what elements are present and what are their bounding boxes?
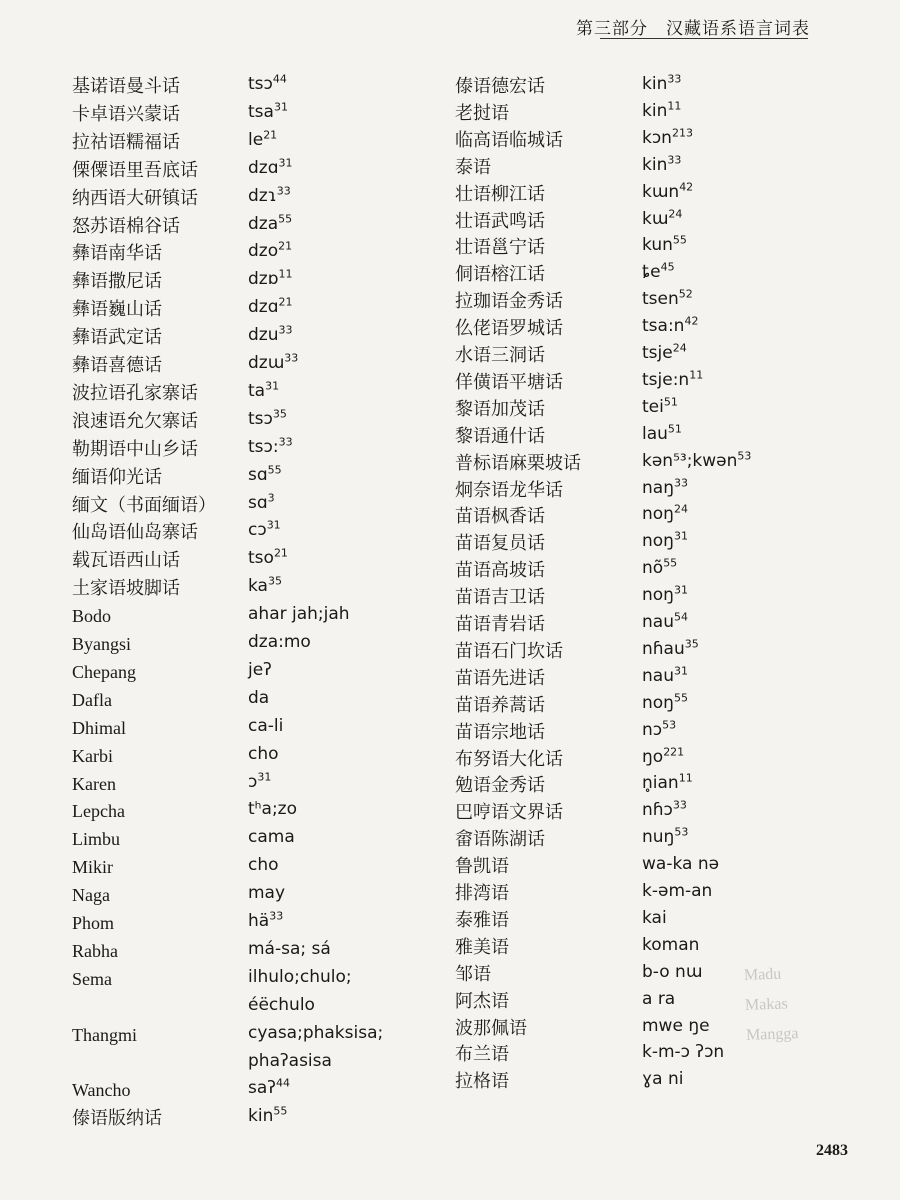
word-form-base: dza:mo	[248, 632, 311, 652]
word-form	[642, 962, 702, 982]
word-form-base: tsɔ	[248, 74, 273, 94]
language-name: 苗语先进话	[455, 667, 545, 688]
word-form	[248, 883, 285, 903]
word-form-base: noŋ	[642, 504, 674, 525]
language-name: 老挝语	[455, 102, 509, 123]
word-form	[248, 939, 331, 959]
word-form	[248, 604, 350, 624]
word-form-base: lau	[642, 423, 668, 444]
word-form-base: phaʔasisa	[248, 1050, 332, 1071]
word-form	[642, 74, 681, 94]
word-form	[248, 269, 293, 289]
language-name: 仙岛语仙岛寨话	[72, 522, 198, 543]
word-form	[248, 855, 279, 875]
tone-superscript: 31	[673, 583, 688, 597]
tone-superscript: 53	[662, 717, 677, 731]
language-name: Limbu	[72, 829, 120, 850]
tone-superscript: 31	[257, 769, 272, 783]
word-form	[248, 130, 277, 150]
word-form-base: kɯ	[642, 208, 669, 229]
word-form	[642, 343, 687, 363]
language-name: 土家语坡脚话	[72, 578, 180, 599]
language-name: 基诺语曼斗话	[72, 76, 180, 96]
word-form	[642, 316, 698, 336]
tone-superscript: 21	[263, 128, 278, 142]
word-form	[248, 769, 272, 792]
tone-superscript: 33	[667, 153, 682, 167]
language-name: Bodo	[72, 606, 112, 627]
language-name: 雅美语	[455, 936, 509, 957]
word-form-base: tsa:n	[642, 316, 685, 337]
language-name: 水语三洞话	[455, 345, 545, 365]
language-name: 壮语邕宁话	[455, 237, 545, 258]
word-form-base: kai	[642, 907, 667, 928]
word-form	[642, 179, 694, 202]
language-name: 仫佬语罗城话	[455, 318, 563, 339]
word-form-base: kin	[248, 1106, 274, 1127]
tone-superscript: 33	[269, 909, 284, 923]
language-name: 排湾语	[455, 883, 509, 903]
word-form-base: cyasa;phaksisa;	[248, 1022, 384, 1043]
tone-superscript: 54	[673, 610, 688, 624]
tone-superscript: 33	[672, 798, 687, 812]
word-form	[642, 235, 687, 255]
tone-superscript: 11	[678, 771, 693, 785]
word-form-base: saʔ	[248, 1078, 276, 1099]
word-form	[642, 666, 688, 686]
word-form	[642, 1042, 724, 1062]
language-name: Lepcha	[72, 801, 125, 822]
word-form	[642, 773, 693, 793]
tone-superscript: 21	[273, 546, 288, 560]
language-name: 巴哼语文界话	[455, 802, 563, 823]
word-form-base: a ra	[642, 988, 676, 1009]
word-form	[642, 935, 699, 955]
language-name: 拉珈语金秀话	[455, 291, 563, 312]
tone-superscript: 31	[278, 156, 293, 170]
tone-superscript: 55	[663, 556, 678, 570]
word-form-base: ŋo	[642, 746, 664, 767]
language-name: Thangmi	[72, 1024, 137, 1045]
word-form	[248, 297, 293, 317]
language-name: 炯奈语龙华话	[455, 479, 563, 500]
language-name: 布努语大化话	[455, 748, 563, 769]
word-form	[642, 370, 703, 390]
word-form	[248, 995, 315, 1015]
tone-superscript: 53	[674, 825, 689, 839]
word-form-base: kɔn	[642, 127, 672, 148]
language-name: 黎语通什话	[455, 425, 545, 446]
word-form	[642, 908, 667, 928]
bleed-through-text	[743, 959, 799, 1051]
word-form	[642, 397, 678, 417]
language-name: 拉祜语糯福话	[72, 131, 180, 152]
word-form-base: cama	[248, 827, 295, 848]
word-form-base: nuŋ	[642, 827, 675, 848]
word-form	[248, 827, 295, 847]
language-name: 苗语枫香话	[455, 506, 545, 527]
tone-superscript: 55	[672, 233, 687, 247]
ghost-line: Mangga	[745, 1025, 799, 1044]
word-form	[248, 660, 272, 680]
language-name: 苗语复员话	[455, 533, 545, 554]
word-form-base: n̥ian	[642, 773, 679, 794]
word-form-base: éëchulo	[248, 994, 315, 1015]
tone-superscript: 24	[673, 502, 688, 516]
tone-superscript: 31	[265, 379, 280, 393]
word-form-base: koman	[642, 934, 700, 955]
tone-superscript: 33	[284, 351, 299, 365]
word-form	[248, 490, 275, 513]
language-name: 布兰语	[455, 1044, 509, 1065]
word-form-base: noŋ	[642, 531, 674, 552]
page-number: 2483	[816, 1142, 848, 1159]
word-form	[642, 262, 675, 282]
tone-superscript: 21	[278, 239, 293, 253]
word-form-base: hä	[248, 911, 270, 931]
tone-superscript: 51	[663, 395, 678, 409]
tone-superscript: 44	[275, 1076, 290, 1090]
tone-superscript: 24	[672, 341, 687, 355]
word-form	[642, 612, 688, 632]
word-form	[642, 558, 677, 578]
tone-superscript: 31	[673, 664, 688, 678]
word-form	[642, 448, 752, 471]
word-form-base: ȶe	[642, 262, 661, 283]
language-name: 彝语巍山话	[72, 299, 162, 320]
tone-superscript: 11	[278, 267, 293, 281]
word-form-base: tei	[642, 396, 664, 417]
word-form-base: dzɑ	[248, 297, 279, 318]
word-form	[642, 717, 677, 740]
word-form	[248, 183, 291, 206]
word-form	[642, 155, 681, 175]
word-form-base: dzɑ	[248, 157, 279, 178]
word-form-base: wa-ka nə	[642, 854, 720, 875]
word-form	[642, 744, 685, 767]
word-form	[248, 688, 269, 708]
word-form	[642, 854, 719, 874]
language-name: Dhimal	[72, 717, 126, 738]
word-form-base: nau	[642, 665, 674, 686]
word-form	[248, 911, 283, 931]
tone-superscript: 31	[273, 100, 288, 114]
word-form	[248, 1078, 290, 1098]
tone-superscript: 21	[278, 295, 293, 309]
word-form	[248, 799, 297, 819]
language-name: 鲁凯语	[455, 856, 509, 877]
word-form-base: k-əm-an	[642, 881, 713, 901]
word-form-base: kun	[642, 235, 673, 256]
word-form-base: cho	[248, 855, 279, 876]
tone-superscript: 35	[684, 637, 699, 651]
word-form	[248, 409, 287, 429]
language-name: 傣语版纳话	[72, 1108, 162, 1129]
word-form-base: noŋ	[642, 585, 674, 606]
language-name: 壮语武鸣话	[455, 210, 545, 231]
tone-superscript: 33	[278, 323, 293, 337]
tone-superscript: 33	[276, 183, 291, 197]
language-name: 波拉语孔家寨话	[72, 382, 198, 403]
language-name: Phom	[72, 913, 115, 933]
word-form-base: ahar jah;jah	[248, 604, 350, 625]
word-form	[248, 744, 279, 764]
language-name: Karen	[72, 773, 116, 794]
tone-superscript: 42	[679, 179, 694, 193]
word-form	[248, 462, 282, 485]
word-form-base: kin	[642, 154, 668, 175]
language-name: 苗语养蒿话	[455, 694, 545, 715]
word-form-base: kən⁵³;kwən	[642, 450, 738, 471]
tone-superscript: 52	[678, 287, 693, 301]
word-form	[248, 520, 281, 540]
word-form-base: dzɿ	[248, 185, 277, 206]
word-form	[642, 639, 699, 659]
word-form	[642, 128, 693, 148]
word-form-base: nɦau	[642, 638, 685, 659]
tone-superscript: 11	[689, 368, 704, 382]
tone-superscript: 55	[673, 691, 688, 705]
tone-superscript: 33	[278, 435, 293, 449]
word-form-base: dzɒ	[248, 269, 279, 290]
language-name: 泰雅语	[455, 909, 509, 930]
word-form-base: tʰa;zo	[248, 799, 298, 820]
word-form	[642, 1016, 710, 1036]
word-form-base: b-o nɯ	[642, 961, 703, 982]
word-form-base: tsɔ:	[248, 436, 279, 457]
tone-superscript: 221	[663, 744, 685, 758]
tone-superscript: 213	[671, 126, 693, 140]
word-form	[248, 325, 293, 345]
word-form-base: naŋ	[642, 477, 674, 498]
header-title: 第三部分 汉藏语系语言词表	[576, 19, 810, 38]
language-name: 邹语	[455, 963, 491, 984]
word-form	[642, 101, 681, 121]
language-name: 苗语青岩话	[455, 614, 545, 634]
word-form	[248, 211, 293, 234]
word-form-base: k-m-ɔ ʔɔn	[642, 1042, 725, 1063]
word-form-base: nɔ	[642, 719, 663, 740]
word-form-base: sɑ	[248, 464, 268, 485]
language-name: Sema	[72, 968, 112, 989]
header-rule	[600, 38, 808, 39]
word-form-base: tso	[248, 548, 274, 569]
word-form	[642, 827, 688, 847]
word-form-base: dza	[248, 213, 279, 234]
language-name: 浪速语允欠寨话	[72, 410, 198, 431]
word-form-base: nɦɔ	[642, 800, 673, 821]
language-name: 壮语柳江话	[455, 183, 545, 204]
word-form	[642, 206, 683, 229]
word-form-base: tsje:n	[642, 369, 690, 390]
word-form-base: tsen	[642, 289, 679, 310]
word-form-base: kin	[642, 100, 668, 121]
language-name: 临高语临城话	[455, 129, 563, 150]
language-name: 彝语撒尼话	[72, 271, 162, 292]
word-form-base: da	[248, 687, 270, 708]
word-form	[248, 576, 282, 596]
language-name: Naga	[72, 885, 110, 906]
word-form-base: kɯn	[642, 181, 680, 202]
language-name: 缅文（书面缅语）	[72, 494, 216, 515]
tone-superscript: 55	[273, 1104, 288, 1118]
language-name: 勒期语中山乡话	[72, 438, 198, 459]
language-name: 怒苏语棉谷话	[72, 215, 180, 236]
word-form	[642, 475, 688, 498]
language-name: Mikir	[72, 857, 114, 878]
tone-superscript: 35	[272, 407, 287, 421]
language-name: 彝语喜德话	[72, 355, 162, 375]
word-form	[642, 693, 688, 713]
tone-superscript: 24	[668, 206, 683, 220]
tone-superscript: 55	[278, 211, 293, 225]
word-form-base: ta	[248, 380, 266, 401]
word-form	[642, 289, 693, 309]
language-name: 彝语武定话	[72, 327, 162, 348]
word-form	[248, 353, 298, 373]
word-form	[248, 158, 293, 178]
word-form	[642, 504, 688, 524]
tone-superscript: 35	[267, 574, 282, 588]
language-name: 纳西语大研镇话	[72, 187, 198, 208]
language-name: Wancho	[72, 1080, 131, 1101]
word-form	[248, 381, 279, 401]
tone-superscript: 53	[737, 448, 752, 462]
word-form	[642, 800, 687, 820]
language-name: 黎语加茂话	[455, 398, 545, 419]
word-form	[248, 1051, 332, 1071]
word-form-base: ka	[248, 576, 268, 597]
word-form	[248, 74, 287, 94]
language-name: 勉语金秀话	[455, 775, 545, 796]
language-name: Byangsi	[72, 634, 132, 654]
word-form-base: ilhulo;chulo;	[248, 966, 352, 987]
tone-superscript: 11	[667, 99, 682, 113]
word-form	[248, 241, 292, 261]
language-name: 苗语高坡话	[455, 560, 545, 581]
language-name: 普标语麻栗坡话	[455, 452, 581, 473]
word-form	[642, 585, 688, 605]
word-form	[642, 424, 682, 444]
tone-superscript: 44	[272, 72, 287, 86]
word-form-base: tsa	[248, 101, 274, 122]
tone-superscript: 42	[684, 314, 699, 328]
word-form-base: tsje	[642, 343, 673, 363]
ghost-line: Madu	[743, 965, 782, 984]
language-name: 佯僙语平塘话	[455, 371, 563, 392]
language-name: 泰语	[455, 156, 491, 177]
word-form	[642, 531, 688, 551]
language-name: Chepang	[72, 661, 136, 682]
ghost-line: Makas	[744, 995, 788, 1014]
word-form	[642, 881, 712, 901]
word-form	[642, 989, 675, 1009]
tone-superscript: 31	[673, 529, 688, 543]
word-form	[248, 437, 293, 457]
language-name: Dafla	[72, 689, 112, 710]
word-form-base: nõ	[642, 558, 664, 579]
language-name: 畲语陈湖话	[455, 829, 545, 850]
word-form-base: noŋ	[642, 692, 674, 713]
language-name: 彝语南华话	[72, 243, 162, 264]
word-form-base: mwe ŋe	[642, 1015, 710, 1036]
word-form	[248, 548, 288, 568]
language-name: 载瓦语西山话	[72, 550, 180, 571]
language-name: 苗语吉卫话	[455, 587, 545, 608]
language-name: 波那佩语	[455, 1017, 527, 1038]
language-name: 拉格语	[455, 1071, 509, 1092]
word-form-base: dzo	[248, 241, 279, 262]
word-form-base: le	[248, 129, 264, 150]
word-form	[248, 967, 352, 987]
word-form-base: tsɔ	[248, 408, 273, 429]
word-form-base: dzu	[248, 325, 279, 346]
tone-superscript: 3	[267, 490, 275, 504]
word-form	[248, 716, 283, 736]
tone-superscript: 45	[660, 260, 675, 274]
word-form-base: dzɯ	[248, 353, 285, 373]
word-form	[248, 1023, 383, 1043]
tone-superscript: 33	[667, 72, 682, 86]
word-form-base: cɔ	[248, 520, 267, 541]
language-name: 侗语榕江话	[455, 264, 545, 285]
language-name: 卡卓语兴蒙话	[72, 103, 180, 124]
tone-superscript: 55	[267, 462, 282, 476]
language-name: 阿杰语	[455, 990, 509, 1011]
word-form-base: ca-li	[248, 715, 284, 736]
word-form-base: ɣa ni	[642, 1069, 684, 1090]
word-form	[248, 102, 288, 122]
word-form-base: má-sa; sá	[248, 938, 331, 959]
word-form-base: ɔ	[248, 771, 258, 792]
word-form-base: sɑ	[248, 492, 268, 513]
word-form-base: nau	[642, 612, 674, 632]
language-name: Karbi	[72, 745, 113, 766]
language-name: 缅语仰光话	[72, 466, 162, 487]
word-form-base: cho	[248, 743, 279, 764]
language-name: 苗语宗地话	[455, 721, 545, 742]
word-form-base: kin	[642, 74, 668, 94]
tone-superscript: 51	[667, 422, 682, 436]
tone-superscript: 33	[673, 475, 688, 489]
tone-superscript: 31	[266, 518, 281, 532]
language-name: Rabha	[72, 940, 118, 961]
page-header	[576, 14, 810, 39]
language-name: 傈僳语里吾底话	[72, 159, 198, 180]
language-name: 苗语石门坎话	[455, 640, 563, 661]
word-form	[642, 1069, 683, 1089]
word-form	[248, 1106, 287, 1126]
word-form-base: may	[248, 883, 286, 904]
word-form-base: jeʔ	[248, 659, 272, 680]
word-form	[248, 632, 311, 652]
language-name: 傣语德宏话	[455, 76, 545, 96]
